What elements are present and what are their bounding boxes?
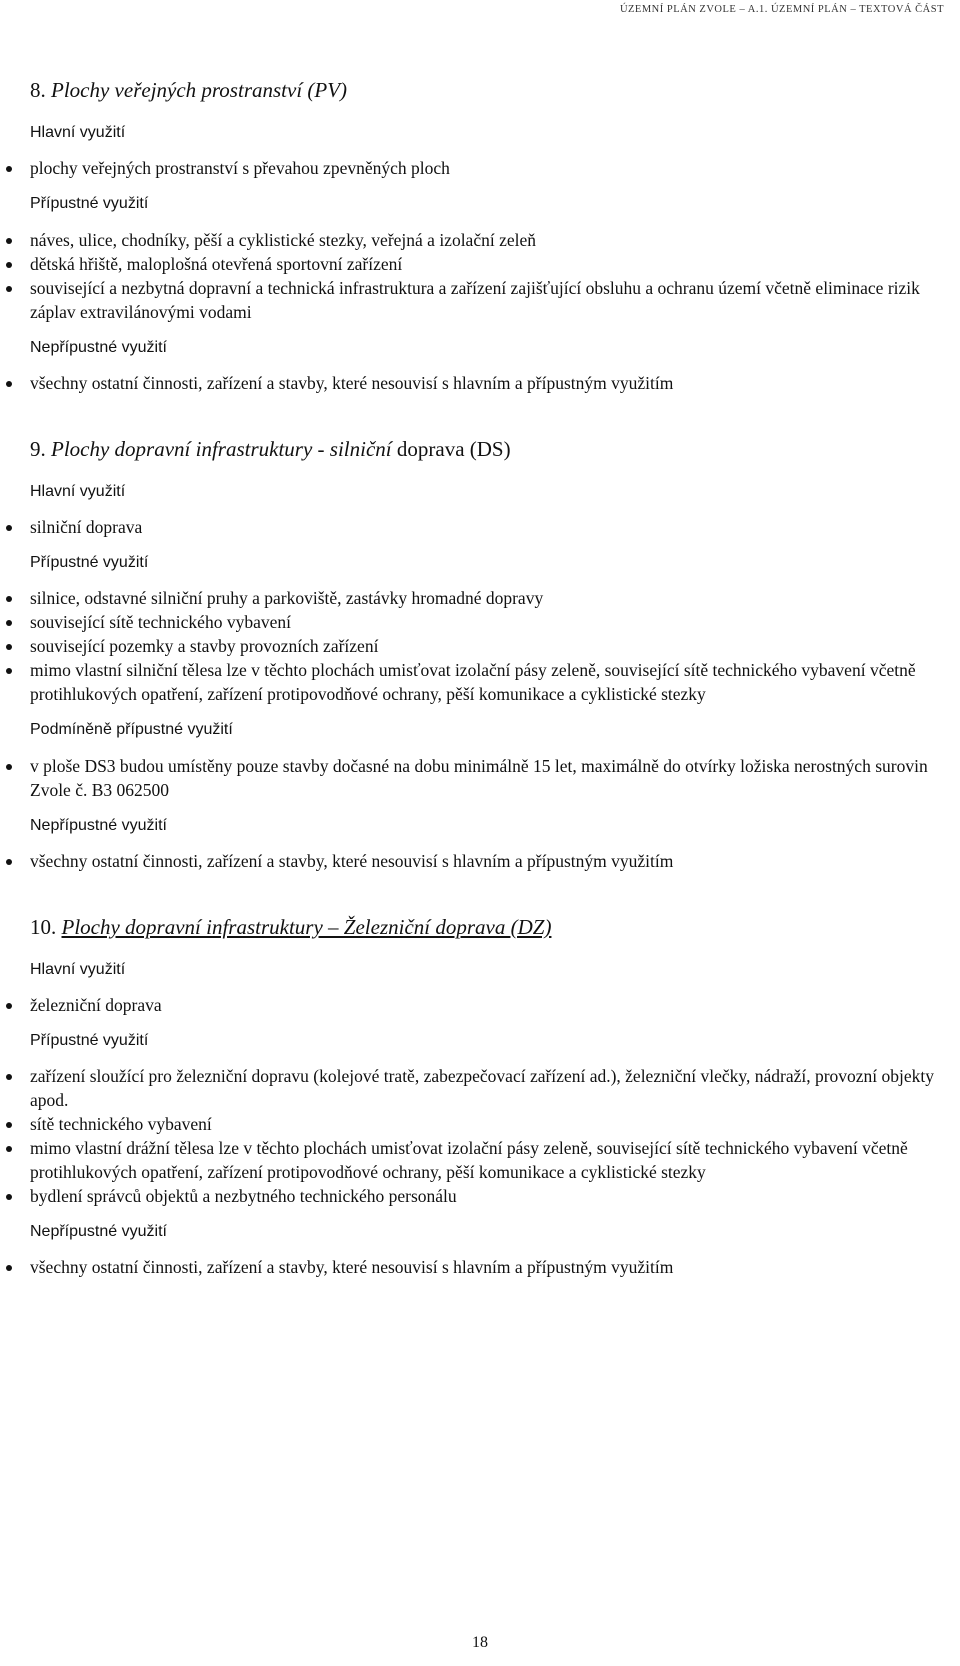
section-title: [30, 437, 940, 462]
section-title-suffix: doprava (DS): [391, 436, 511, 461]
list-item: dětská hřiště, maloplošná otevřená sportovní zařízení: [30, 252, 940, 276]
bullet-list: [30, 586, 940, 706]
section-8: [30, 78, 940, 395]
subheading-main-use: Hlavní využití: [30, 482, 126, 500]
subheading-main-use: Hlavní využití: [30, 124, 126, 142]
list-item: související pozemky a stavby provozních zařízení: [30, 634, 940, 658]
section-title-text: Plochy dopravní infrastruktury - silniční: [51, 436, 392, 461]
document-body: [30, 78, 940, 1321]
bullet-list: [30, 228, 940, 324]
list-item: v ploše DS3 budou umístěny pouze stavby dočasné na dobu minimálně 15 let, maximálně do otvírky ložiska nerostných surovin Zvole č. B3 062500: [30, 754, 940, 802]
subheading-prohibited-use: Nepřípustné využití: [30, 1223, 167, 1241]
bullet-list: [30, 1064, 940, 1208]
page-number: 18: [472, 1634, 488, 1651]
list-item: mimo vlastní silniční tělesa lze v těchto plochách umisťovat izolační pásy zeleně, související sítě technického vybavení včetně protihlukových opatření, zařízení protipovodňové ochrany, pěší komunikace a cyklistické stezky: [30, 658, 940, 706]
subheading-conditional-use: Podmíněně přípustné využití: [30, 721, 233, 739]
subheading-permitted-use: Přípustné využití: [30, 195, 149, 213]
section-title-text: Plochy veřejných prostranství (PV): [51, 78, 348, 102]
list-item: související a nezbytná dopravní a technická infrastruktura a zařízení zajišťující obsluhu a ochranu území včetně eliminace rizik záplav extravilánovými vodami: [30, 276, 940, 324]
section-title: [30, 78, 940, 103]
list-item: zařízení sloužící pro železniční dopravu (kolejové tratě, zabezpečovací zařízení ad.), železniční vlečky, nádraží, provozní objekty apod.: [30, 1064, 940, 1112]
section-number: 9.: [30, 436, 46, 461]
subheading-prohibited-use: Nepřípustné využití: [30, 338, 167, 356]
list-item: všechny ostatní činnosti, zařízení a stavby, které nesouvisí s hlavním a přípustným využitím: [30, 1255, 940, 1279]
section-title-text: Plochy dopravní infrastruktury – Železniční doprava (DZ): [61, 914, 552, 939]
bullet-list: [30, 993, 940, 1017]
list-item: silniční doprava: [30, 515, 940, 539]
section-number: 8.: [30, 78, 46, 102]
list-item: mimo vlastní drážní tělesa lze v těchto plochách umisťovat izolační pásy zeleně, související sítě technického vybavení včetně protihlukových opatření, zařízení protipovodňové ochrany, pěší komunikace a cyklistické stezky: [30, 1136, 940, 1184]
subheading-main-use: Hlavní využití: [30, 960, 126, 978]
section-number: 10.: [30, 914, 57, 939]
bullet-list: [30, 371, 940, 395]
list-item: náves, ulice, chodníky, pěší a cyklistické stezky, veřejná a izolační zeleň: [30, 228, 940, 252]
page-header: ÚZEMNÍ PLÁN ZVOLE – A.1. ÚZEMNÍ PLÁN – TEXTOVÁ ČÁST: [619, 4, 944, 15]
bullet-list: [30, 1255, 940, 1279]
subheading-permitted-use: Přípustné využití: [30, 1032, 149, 1050]
bullet-list: [30, 515, 940, 539]
list-item: bydlení správců objektů a nezbytného technického personálu: [30, 1184, 940, 1208]
section-title: [30, 915, 940, 940]
bullet-list: [30, 156, 940, 180]
list-item: související sítě technického vybavení: [30, 610, 940, 634]
list-item: sítě technického vybavení: [30, 1112, 940, 1136]
list-item: všechny ostatní činnosti, zařízení a stavby, které nesouvisí s hlavním a přípustným využitím: [30, 371, 940, 395]
subheading-prohibited-use: Nepřípustné využití: [30, 816, 167, 834]
subheading-permitted-use: Přípustné využití: [30, 554, 149, 572]
bullet-list: [30, 849, 940, 873]
list-item: všechny ostatní činnosti, zařízení a stavby, které nesouvisí s hlavním a přípustným využitím: [30, 849, 940, 873]
bullet-list: [30, 754, 940, 802]
section-10: [30, 915, 940, 1280]
section-9: [30, 437, 940, 873]
list-item: železniční doprava: [30, 993, 940, 1017]
list-item: plochy veřejných prostranství s převahou zpevněných ploch: [30, 156, 940, 180]
list-item: silnice, odstavné silniční pruhy a parkoviště, zastávky hromadné dopravy: [30, 586, 940, 610]
